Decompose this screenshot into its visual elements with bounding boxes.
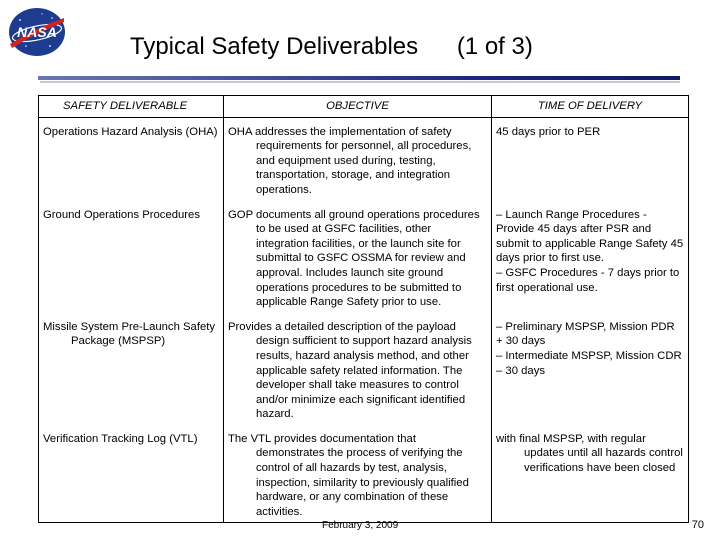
deliverables-table bbox=[38, 95, 689, 523]
delivery-text: with final MSPSP, with regular updates until all hazards control verifications have been closed bbox=[496, 432, 683, 475]
table-row bbox=[39, 117, 689, 200]
nasa-logo-text: NASA bbox=[17, 24, 57, 40]
deliverable-text: Verification Tracking Log (VTL) bbox=[43, 432, 198, 445]
delivery-cell bbox=[492, 425, 689, 523]
page-title bbox=[130, 33, 533, 61]
footer-date: February 3, 2009 bbox=[322, 520, 399, 531]
objective-text: OHA addresses the implementation of safety requirements for personnel, all procedures, and equipment used during, testing, transportation, storage, and integration operations. bbox=[228, 125, 472, 196]
deliverable-text: Operations Hazard Analysis (OHA) bbox=[43, 125, 218, 138]
column-header-deliverable: SAFETY DELIVERABLE bbox=[39, 96, 224, 118]
objective-cell bbox=[224, 425, 492, 523]
table-header-row bbox=[39, 96, 689, 118]
title-divider bbox=[38, 76, 680, 80]
title-page-indicator: (1 of 3) bbox=[456, 33, 533, 60]
delivery-text: – Intermediate MSPSP, Mission CDR – 30 days bbox=[496, 349, 682, 377]
table-row bbox=[39, 425, 689, 523]
delivery-text: – Launch Range Procedures - Provide 45 days after PSR and submit to applicable Range Safety 45 days prior to first use. bbox=[496, 208, 684, 265]
deliverable-cell bbox=[39, 201, 224, 313]
objective-cell bbox=[224, 313, 492, 425]
title-divider-shadow bbox=[40, 81, 680, 83]
deliverable-cell bbox=[39, 425, 224, 523]
objective-text: Provides a detailed description of the payload design sufficient to support hazard analysis results, hazard analysis method, and other applicable safety related information. The developer shall take measures to control and/or minimize each significant identified hazard. bbox=[228, 320, 472, 421]
table-row bbox=[39, 313, 689, 425]
objective-cell bbox=[224, 117, 492, 200]
delivery-text: – Preliminary MSPSP, Mission PDR + 30 days bbox=[496, 320, 675, 348]
delivery-cell bbox=[492, 117, 689, 200]
deliverable-text: Missile System Pre-Launch Safety Package (MSPSP) bbox=[43, 320, 216, 348]
delivery-text: 45 days prior to PER bbox=[496, 125, 601, 138]
deliverable-cell bbox=[39, 313, 224, 425]
column-header-objective: OBJECTIVE bbox=[224, 96, 492, 118]
deliverable-text: Ground Operations Procedures bbox=[43, 208, 200, 221]
nasa-logo bbox=[6, 6, 68, 58]
objective-cell bbox=[224, 201, 492, 313]
deliverable-cell bbox=[39, 117, 224, 200]
table-row bbox=[39, 201, 689, 313]
title-text: Typical Safety Deliverables bbox=[130, 33, 419, 60]
page-number: 70 bbox=[691, 519, 704, 531]
column-header-delivery: TIME OF DELIVERY bbox=[492, 96, 689, 118]
objective-text: The VTL provides documentation that demonstrates the process of verifying the control of all hazards by test, analysis, inspection, similarity to previously qualified hardware, or any combination of these activities. bbox=[228, 432, 469, 518]
delivery-cell bbox=[492, 313, 689, 425]
delivery-cell bbox=[492, 201, 689, 313]
objective-text: GOP documents all ground operations procedures to be used at GSFC facilities, other integration facilities, or the launch site for submittal to GSFC OSSMA for review and approval. Includes launch site ground operations procedures to be submitted to applicable Range Safety prior to use. bbox=[228, 208, 480, 309]
delivery-text: – GSFC Procedures - 7 days prior to first operational use. bbox=[496, 266, 680, 294]
